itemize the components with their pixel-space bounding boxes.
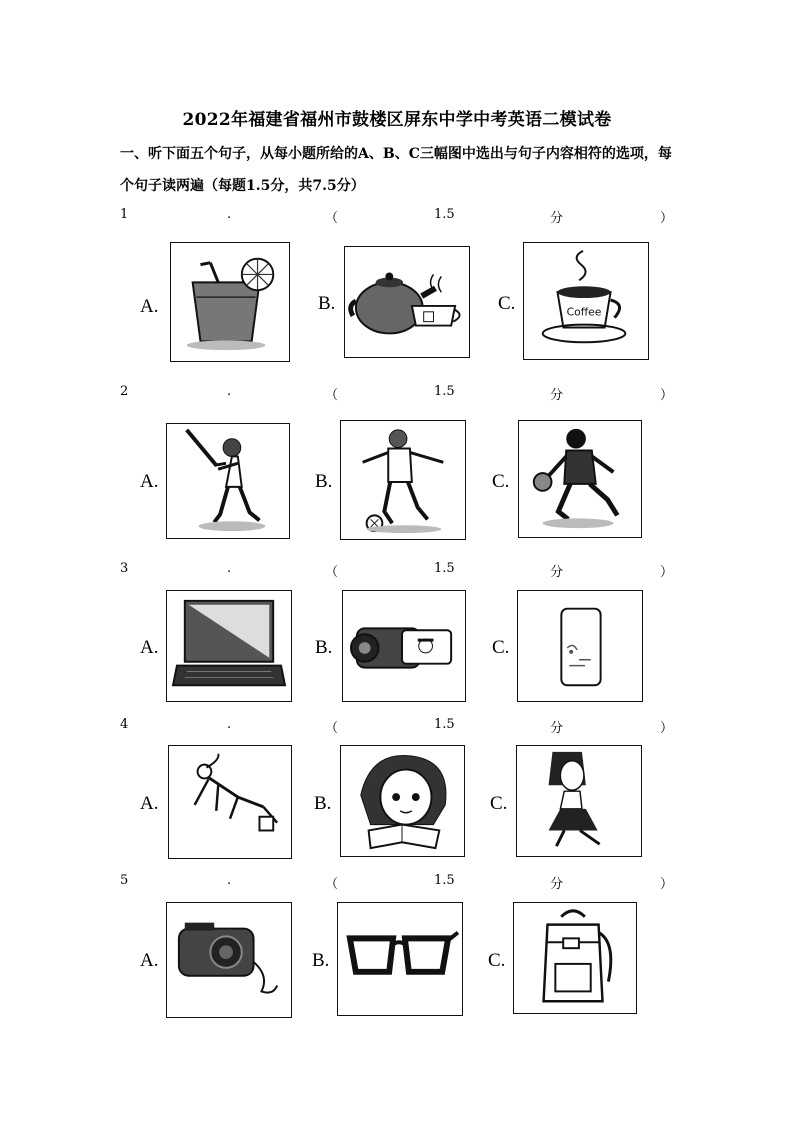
answer-paren-open: （	[325, 565, 339, 580]
soccer-player-icon[interactable]	[340, 420, 466, 540]
question-dot: .	[227, 717, 232, 732]
question-number: 1	[120, 207, 129, 222]
answer-paren-close: ）	[660, 721, 674, 736]
option-a-label[interactable]: A.	[140, 296, 159, 317]
answer-paren-open: （	[325, 388, 339, 403]
video-camera-icon[interactable]	[342, 590, 466, 702]
option-a-label[interactable]: A.	[140, 793, 159, 814]
option-b-label[interactable]: B.	[315, 471, 333, 492]
girl-walking-icon[interactable]	[516, 745, 642, 857]
answer-paren-open: （	[325, 877, 339, 892]
score-unit: 分	[550, 721, 564, 736]
score-value: 1.5	[434, 207, 455, 222]
option-c-label[interactable]: C.	[488, 950, 506, 971]
cleaning-floor-icon[interactable]	[168, 745, 292, 859]
option-b-label[interactable]: B.	[318, 293, 336, 314]
score-unit: 分	[550, 877, 564, 892]
lemon-drink-icon[interactable]	[170, 242, 290, 362]
question-dot: .	[227, 384, 232, 399]
question-4-header	[120, 717, 674, 737]
question-2-header	[120, 384, 674, 404]
section-instruction-line1: 一、听下面五个句子，从每小题所给的A、B、C三幅图中选出与句子内容相符的选项，每	[120, 146, 672, 162]
girl-reading-icon[interactable]	[340, 745, 465, 857]
laptop-icon[interactable]	[166, 590, 292, 702]
baseball-player-icon[interactable]	[166, 423, 290, 539]
question-dot: .	[227, 873, 232, 888]
answer-paren-close: ）	[660, 211, 674, 226]
answer-paren-close: ）	[660, 877, 674, 892]
question-dot: .	[227, 207, 232, 222]
option-c-label[interactable]: C.	[492, 471, 510, 492]
backpack-icon[interactable]	[513, 902, 637, 1014]
score-unit: 分	[550, 211, 564, 226]
answer-paren-close: ）	[660, 388, 674, 403]
option-a-label[interactable]: A.	[140, 637, 159, 658]
question-dot: .	[227, 561, 232, 576]
question-number: 3	[120, 561, 129, 576]
question-number: 4	[120, 717, 129, 732]
option-c-label[interactable]: C.	[492, 637, 510, 658]
option-b-label[interactable]: B.	[315, 637, 333, 658]
option-a-label[interactable]: A.	[140, 950, 159, 971]
question-number: 5	[120, 873, 129, 888]
page-title: 2022年福建省福州市鼓楼区屏东中学中考英语二模试卷	[182, 110, 612, 130]
option-a-label[interactable]: A.	[140, 471, 159, 492]
glasses-icon[interactable]	[337, 902, 463, 1016]
smartphone-icon[interactable]	[517, 590, 643, 702]
question-5-header	[120, 873, 674, 893]
answer-paren-open: （	[325, 721, 339, 736]
score-value: 1.5	[434, 561, 455, 576]
camera-icon[interactable]	[166, 902, 292, 1018]
option-b-label[interactable]: B.	[312, 950, 330, 971]
teapot-icon[interactable]	[344, 246, 470, 358]
score-value: 1.5	[434, 384, 455, 399]
score-unit: 分	[550, 388, 564, 403]
basketball-player-icon[interactable]	[518, 420, 642, 538]
answer-paren-close: ）	[660, 565, 674, 580]
section-instruction-line2: 个句子读两遍（每题1.5分，共7.5分）	[120, 178, 365, 194]
option-b-label[interactable]: B.	[314, 793, 332, 814]
option-c-label[interactable]: C.	[498, 293, 516, 314]
question-1-header	[120, 207, 674, 227]
question-3-header	[120, 561, 674, 581]
score-value: 1.5	[434, 873, 455, 888]
score-unit: 分	[550, 565, 564, 580]
coffee-cup-icon[interactable]	[523, 242, 649, 360]
option-c-label[interactable]: C.	[490, 793, 508, 814]
question-number: 2	[120, 384, 129, 399]
score-value: 1.5	[434, 717, 455, 732]
coffee-caption: Coffee	[566, 305, 602, 319]
answer-paren-open: （	[325, 211, 339, 226]
